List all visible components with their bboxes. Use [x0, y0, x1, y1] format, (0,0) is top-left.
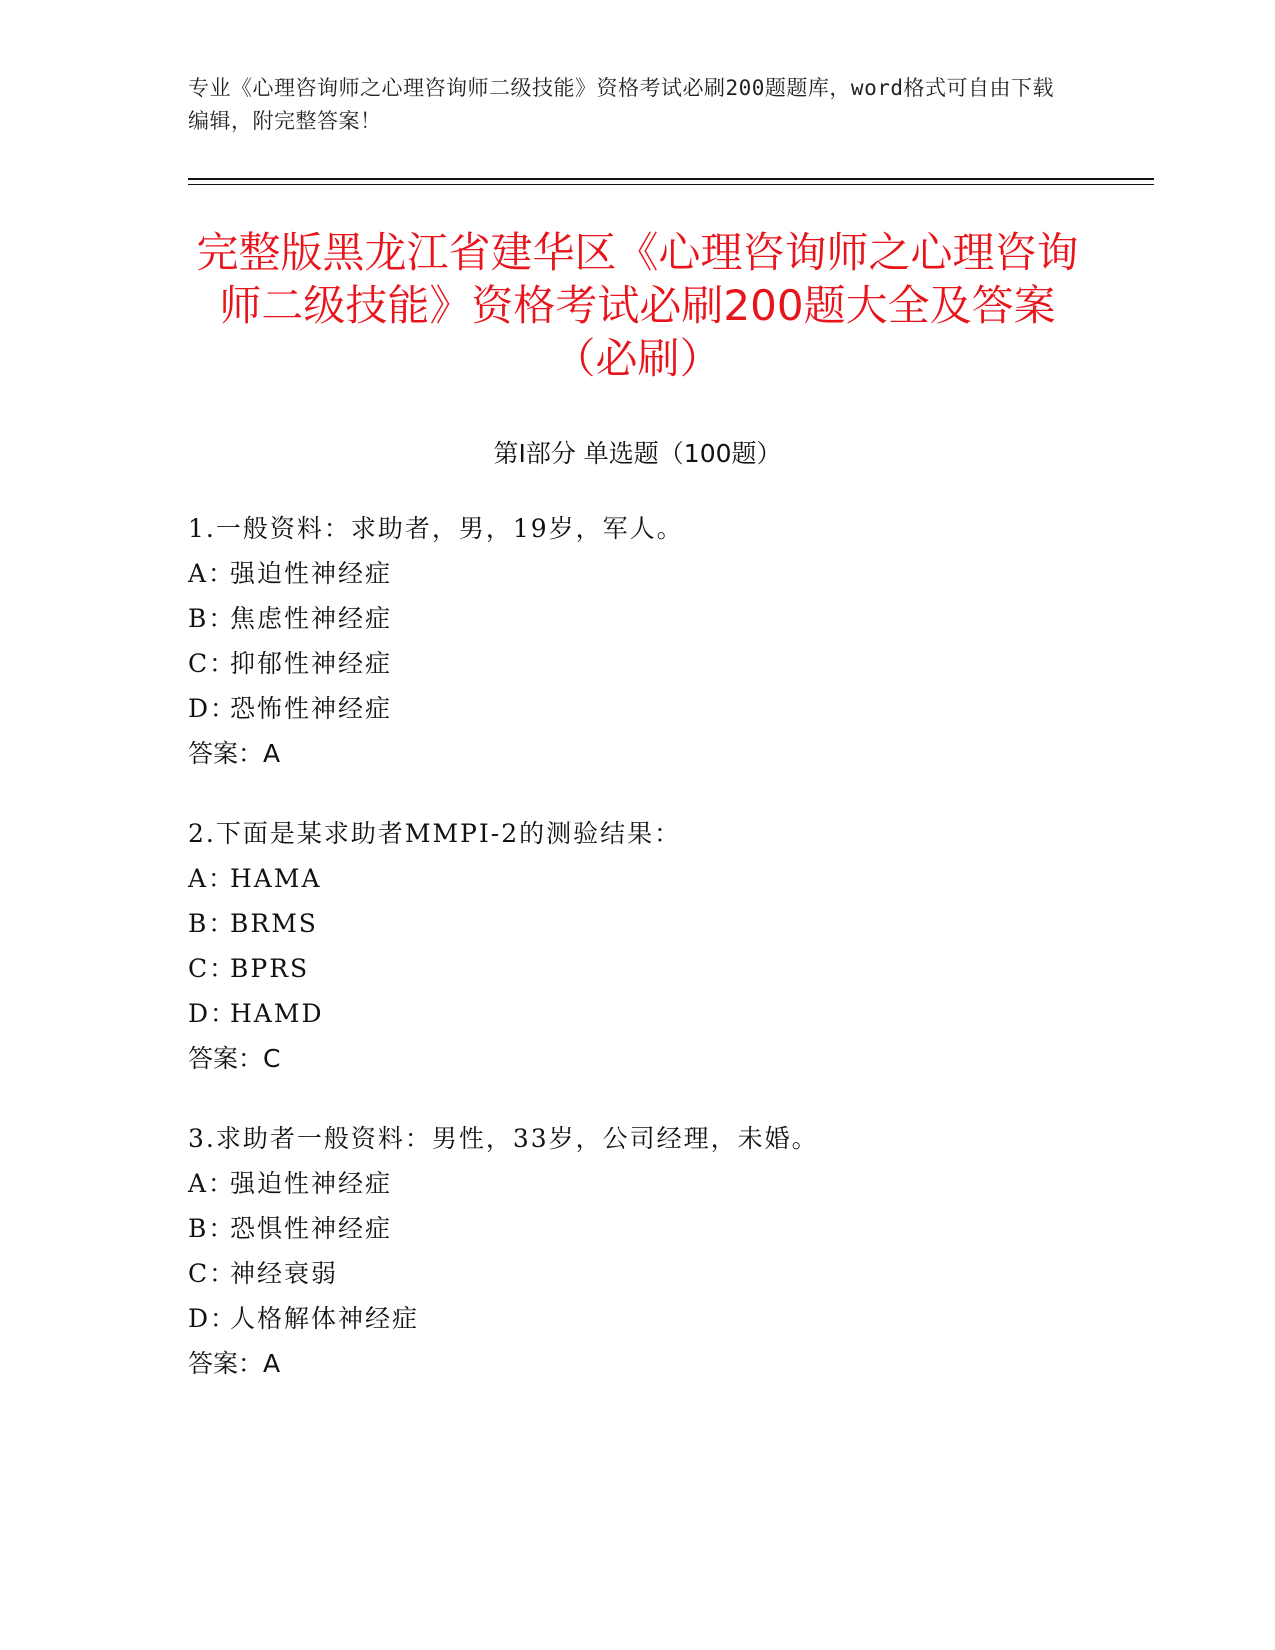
option-text: HAMD: [230, 999, 324, 1028]
option-text: 恐惧性神经症: [230, 1214, 393, 1243]
question-2: [188, 811, 1148, 1081]
option-letter: B：: [188, 604, 236, 633]
option-letter: B：: [188, 909, 236, 938]
option-letter: D：: [188, 999, 238, 1028]
option-c: [188, 1251, 1148, 1296]
option-letter: C：: [188, 1259, 237, 1288]
answer: 答案：C: [188, 1044, 281, 1073]
section-title: 第Ⅰ部分 单选题（100题）: [493, 439, 782, 468]
option-b: [188, 1206, 1148, 1251]
option-d: [188, 991, 1148, 1036]
question-stem: 3.求助者一般资料：男性，33岁，公司经理，未婚。: [188, 1124, 819, 1153]
option-a: [188, 856, 1148, 901]
option-a: [188, 1161, 1148, 1206]
header-rule-thick: [188, 178, 1154, 180]
option-d: [188, 1296, 1148, 1341]
option-letter: A：: [188, 559, 236, 588]
option-letter: B：: [188, 1214, 236, 1243]
option-d: [188, 686, 1148, 731]
option-c: [188, 946, 1148, 991]
option-text: 强迫性神经症: [230, 1169, 393, 1198]
option-c: [188, 641, 1148, 686]
option-letter: A：: [188, 864, 236, 893]
option-text: 强迫性神经症: [230, 559, 393, 588]
option-letter: D：: [188, 1304, 238, 1333]
option-b: [188, 596, 1148, 641]
question-stem: 1.一般资料：求助者，男，19岁，军人。: [188, 514, 684, 543]
option-a: [188, 551, 1148, 596]
option-letter: A：: [188, 1169, 236, 1198]
option-text: 神经衰弱: [230, 1259, 339, 1288]
option-text: 人格解体神经症: [230, 1304, 420, 1333]
option-text: BRMS: [230, 909, 318, 938]
option-text: BPRS: [230, 954, 310, 983]
question-stem: 2.下面是某求助者MMPI-2的测验结果：: [188, 819, 682, 848]
question-3: [188, 1116, 1148, 1386]
header-rule-thin: [188, 184, 1154, 185]
option-text: 抑郁性神经症: [230, 649, 393, 678]
option-b: [188, 901, 1148, 946]
option-letter: D：: [188, 694, 238, 723]
question-1: [188, 506, 1148, 776]
header-note: 专业《心理咨询师之心理咨询师二级技能》资格考试必刷200题题库，word格式可自由下载编辑，附完整答案！: [188, 76, 1054, 133]
option-text: 焦虑性神经症: [230, 604, 393, 633]
option-letter: C：: [188, 954, 237, 983]
answer: 答案：A: [188, 1349, 281, 1378]
option-text: HAMA: [230, 864, 322, 893]
option-letter: C：: [188, 649, 237, 678]
option-text: 恐怖性神经症: [230, 694, 393, 723]
answer: 答案：A: [188, 739, 281, 768]
document-title: 完整版黑龙江省建华区《心理咨询师之心理咨询师二级技能》资格考试必刷200题大全及答案（必刷）: [196, 228, 1079, 383]
